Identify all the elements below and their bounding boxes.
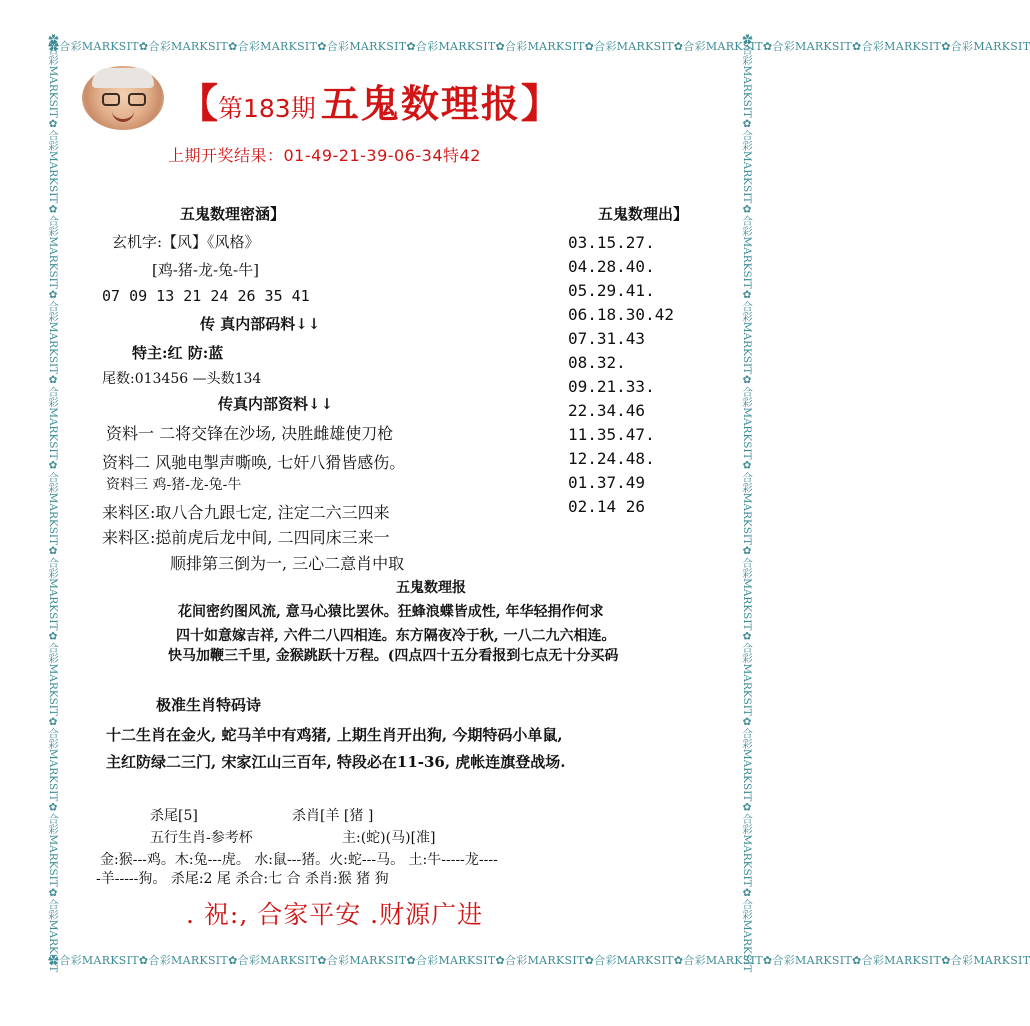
fax-heading-2: 传真内部资料↓↓: [218, 395, 334, 413]
avatar-photo: [82, 66, 164, 130]
wuxing-label: 五行生肖-参考杯: [150, 830, 253, 846]
border-top: ✿合彩MARKSIT✿合彩MARKSIT✿合彩MARKSIT✿合彩MARKSIT✿合彩MARKSIT✿合彩MARKSIT✿合彩MARKSIT✿合彩MARKSIT✿合彩MARKSIT✿合彩MARKSIT✿合彩MARKSIT: [48, 40, 1030, 53]
last-result: 上期开奖结果：01-49-21-39-06-34特42: [168, 146, 481, 165]
ziliao-2: 资料二 风驰电掣声嘶唤, 七奸八猾皆感伤。: [102, 453, 406, 472]
tail-line: 尾数:013456 —头数134: [102, 371, 262, 387]
report-line-1: 花间密约图风流, 意马心猿比罢休。狂蜂浪蝶皆成性, 年华轻捐作何求: [178, 604, 604, 620]
blessing-text: . 祝:, 合家平安 .财源广进: [186, 900, 484, 929]
special-line: 特主:红 防:蓝: [132, 344, 224, 362]
ziliao-3: 资料三 鸡-猪-龙-兔-牛: [106, 477, 242, 493]
shaxiao-label: 杀肖[羊 [猪 ]: [292, 808, 374, 824]
issue-number: 第183期: [218, 94, 316, 123]
poem-heading: 极准生肖特码诗: [156, 696, 262, 714]
fax-heading-1: 传 真内部码料↓↓: [200, 315, 321, 333]
page-title: 五鬼数理报: [320, 81, 521, 126]
laiyuan-3: 顺排第三倒为一, 三心二意肖中取: [170, 554, 405, 573]
border-bottom: ✿合彩MARKSIT✿合彩MARKSIT✿合彩MARKSIT✿合彩MARKSIT✿合彩MARKSIT✿合彩MARKSIT✿合彩MARKSIT✿合彩MARKSIT✿合彩MARKSIT✿合彩MARKSIT✿合彩MARKSIT: [48, 954, 1030, 967]
left-heading: 五鬼数理密涵】: [180, 205, 286, 223]
header-title: [178, 72, 561, 129]
report-line-3: 快马加鞭三千里, 金猴跳跃十万程。(四点四十五分看报到七点无十分买码: [168, 648, 619, 664]
wuxing-line-2: -羊-----狗。 杀尾:2 尾 杀合:七 合 杀肖:猴 猪 狗: [96, 871, 389, 887]
list-item: 07.31.43: [568, 329, 646, 348]
list-item: 02.14 26: [568, 497, 646, 516]
report-line-2: 四十如意嫁吉祥, 六件二八四相连。东方隔夜冷于秋, 一八二九六相连。: [176, 628, 616, 644]
border-right: ✿合彩MARKSIT✿合彩MARKSIT✿合彩MARKSIT✿合彩MARKSIT✿合彩MARKSIT✿合彩MARKSIT✿合彩MARKSIT✿合彩MARKSIT✿合彩MARKSIT✿合彩MARKSIT✿合彩MARKSIT: [741, 34, 753, 973]
list-item: 05.29.41.: [568, 281, 655, 300]
list-item: 11.35.47.: [568, 425, 655, 444]
title-open-bracket: 【: [178, 80, 218, 127]
xuanji-text: 玄机字:【风】《风格》: [112, 233, 260, 251]
list-item: 03.15.27.: [568, 233, 655, 252]
right-heading: 五鬼数理出】: [598, 205, 689, 223]
list-item: 22.34.46: [568, 401, 646, 420]
title-close-bracket: 】: [520, 80, 561, 127]
numbers-line: 07 09 13 21 24 26 35 41: [102, 287, 310, 305]
poem-line-2: 主红防绿二三门, 宋家江山三百年, 特段必在11-36, 虎帐连旗登战场.: [106, 753, 566, 771]
list-item: 09.21.33.: [568, 377, 655, 396]
border-left: ✿合彩MARKSIT✿合彩MARKSIT✿合彩MARKSIT✿合彩MARKSIT✿合彩MARKSIT✿合彩MARKSIT✿合彩MARKSIT✿合彩MARKSIT✿合彩MARKSIT✿合彩MARKSIT✿合彩MARKSIT: [47, 34, 59, 973]
laiyuan-1: 来料区:取八合九跟七定, 注定二六三四来: [102, 503, 390, 522]
wuxing-line-1: 金:猴---鸡。木:兔---虎。 水:鼠---猪。火:蛇---马。 土:牛-----龙----: [100, 852, 498, 868]
poem-line-1: 十二生肖在金火, 蛇马羊中有鸡猪, 上期生肖开出狗, 今期特码小单鼠,: [106, 726, 563, 744]
report-heading: 五鬼数理报: [396, 580, 466, 596]
laiyuan-2: 来料区:搃前虎后龙中间, 二四同床三来一: [102, 528, 390, 547]
shawei-label: 杀尾[5]: [150, 808, 198, 824]
list-item: 08.32.: [568, 353, 626, 372]
ziliao-1: 资料一 二将交锋在沙场, 决胜雌雄使刀枪: [106, 424, 394, 443]
list-item: 04.28.40.: [568, 257, 655, 276]
list-item: 12.24.48.: [568, 449, 655, 468]
zhu-label: 主:(蛇)(马)[准]: [342, 830, 436, 846]
list-item: 01.37.49: [568, 473, 646, 492]
zodiac-line: [鸡-猪-龙-兔-牛]: [152, 261, 259, 279]
list-item: 06.18.30.42: [568, 305, 674, 324]
